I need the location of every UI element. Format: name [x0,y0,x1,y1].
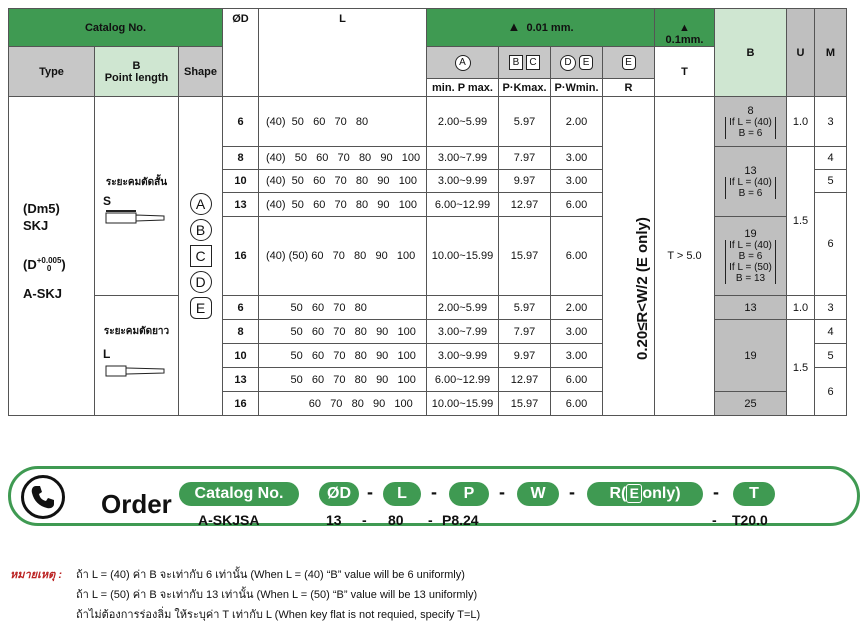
m-cell: 6 [815,193,847,296]
pk-cell: 7.97 [499,320,551,344]
p-cell: 3.00~9.99 [427,344,499,368]
od-cell: 10 [223,344,259,368]
pk-cell: 9.97 [499,344,551,368]
shape-a: A [190,193,212,215]
catalog-no-header: Catalog No. [9,9,223,47]
pk-cell: 5.97 [499,296,551,320]
p-cell: 3.00~7.99 [427,147,499,170]
order-title: Order [101,489,172,519]
order-value-l: 80 [388,512,404,528]
b-cell: 13 If L = (40) B = 6 [715,147,787,217]
b-cell: 19 [715,320,787,392]
l-cell: 50 60 70 80 90 100 [259,344,427,368]
dash: - [367,482,373,502]
p-cell: 10.00~15.99 [427,217,499,296]
u-cell: 1.5 [787,320,815,416]
shape-c: C [190,245,212,267]
p-cell: 3.00~7.99 [427,320,499,344]
l-cell: (40) (50) 60 70 80 90 100 [259,217,427,296]
p-cell: 10.00~15.99 [427,392,499,416]
sub-de: D E [551,47,603,79]
dash: - [499,482,505,502]
m-header: M [815,9,847,97]
order-value-t: T20.0 [732,512,768,528]
dash: - [428,512,433,528]
long-tool-icon [102,360,172,382]
u-cell: 1.0 [787,296,815,320]
t-header: T [655,47,715,97]
arrow-up-icon: ▲ [507,19,521,34]
t-cell: T > 5.0 [655,97,715,416]
arrow-up-icon: ▲ [679,22,690,34]
pw-cell: 3.00 [551,344,603,368]
tolerance-p-header: ▲ 0.01 mm. [427,9,655,47]
l-cell: (40) 50 60 70 80 90 100 [259,170,427,193]
od-cell: 8 [223,320,259,344]
l-cell: (40) 50 60 70 80 90 100 [259,193,427,217]
point-length-header: B Point length [95,47,179,97]
order-value-catalog: A-SKJSA [198,512,260,528]
u-cell: 1.5 [787,147,815,296]
pill-t: T [733,482,775,506]
dash: - [362,512,367,528]
pk-cell: 5.97 [499,97,551,147]
od-cell: 10 [223,170,259,193]
notes-label: หมายเหตุ : [10,569,62,581]
min-p-header: min. P max. [427,79,499,97]
l-cell: (40) 50 60 70 80 90 100 [259,147,427,170]
u-cell: 1.0 [787,97,815,147]
od-cell: 16 [223,392,259,416]
l-header: L [259,9,427,97]
pw-header: P·Wmin. [551,79,603,97]
b-cell: 25 [715,392,787,416]
note-line: ถ้าไม่ต้องการร่องลิ่ม ให้ระบุค่า T เท่ากับ L (When key flat is not requied, specify T=L) [76,609,481,621]
od-cell: 6 [223,296,259,320]
pk-cell: 9.97 [499,170,551,193]
pk-cell: 15.97 [499,217,551,296]
pk-header: P·Kmax. [499,79,551,97]
e-box-icon: E [626,484,642,503]
pw-cell: 3.00 [551,170,603,193]
note-line: ถ้า L = (40) ค่า B จะเท่ากับ 6 เท่านั้น (When L = (40) “B” value will be 6 uniformly) [76,569,465,581]
pw-cell: 3.00 [551,147,603,170]
m-cell: 3 [815,296,847,320]
pk-cell: 7.97 [499,147,551,170]
od-cell: 13 [223,368,259,392]
pill-w: W [517,482,559,506]
l-cell: 50 60 70 80 90 100 [259,368,427,392]
pw-cell: 6.00 [551,217,603,296]
spec-table [8,8,847,416]
pw-cell: 2.00 [551,97,603,147]
type-header: Type [9,47,95,97]
sub-bc: B C [499,47,551,79]
l-cell: 50 60 70 80 [259,296,427,320]
b-cell: 19 If L = (40) B = 6 If L = (50) B = 13 [715,217,787,296]
r-range-label: 0.20≤R<W/2 (E only) [634,217,651,360]
phone-icon [21,475,65,519]
b-cell: 13 [715,296,787,320]
pill-p: P [449,482,489,506]
pill-r-e-only: R( E only) [587,482,703,506]
l-cell: 60 70 80 90 100 [259,392,427,416]
order-value-p: P8.24 [442,512,479,528]
dash: - [569,482,575,502]
pill-l: L [383,482,421,506]
pk-cell: 12.97 [499,193,551,217]
m-cell: 3 [815,97,847,147]
dash: - [713,482,719,502]
shape-d: D [190,271,212,293]
l-cell: (40) 50 60 70 80 [259,97,427,147]
m-cell: 4 [815,147,847,170]
shape-b: B [190,219,212,241]
note-line: ถ้า L = (50) ค่า B จะเท่ากับ 13 เท่านั้น (When L = (50) “B” value will be 13 uniformly) [76,589,478,601]
dash: - [431,482,437,502]
m-cell: 6 [815,368,847,416]
m-cell: 5 [815,344,847,368]
b-header: B [715,9,787,97]
m-cell: 5 [815,170,847,193]
l-cell: 50 60 70 80 90 100 [259,320,427,344]
dash: - [712,512,717,528]
point-long-cell: ระยะคมตัดยาว L [95,296,179,416]
od-cell: 6 [223,97,259,147]
type-cell: (Dm5) SKJ (D+0.005 0 ) A-SKJ [9,97,95,416]
pk-cell: 12.97 [499,368,551,392]
tolerance-t-header: ▲ 0.1mm. [655,9,715,47]
pill-od: ØD [319,482,359,506]
pw-cell: 2.00 [551,296,603,320]
od-cell: 16 [223,217,259,296]
p-cell: 2.00~5.99 [427,296,499,320]
od-cell: 8 [223,147,259,170]
pw-cell: 3.00 [551,320,603,344]
pw-cell: 6.00 [551,193,603,217]
m-cell: 4 [815,320,847,344]
order-value-od: 13 [326,512,342,528]
p-cell: 2.00~5.99 [427,97,499,147]
pw-cell: 6.00 [551,392,603,416]
p-cell: 3.00~9.99 [427,170,499,193]
od-cell: 13 [223,193,259,217]
pk-cell: 15.97 [499,392,551,416]
p-cell: 6.00~12.99 [427,193,499,217]
u-header: U [787,9,815,97]
point-short-cell: ระยะคมตัดสั้น S [95,97,179,296]
shape-e: E [190,297,212,319]
sub-a: A [427,47,499,79]
sub-e: E [603,47,655,79]
shape-header: Shape [179,47,223,97]
shape-cell [179,97,223,416]
p-cell: 6.00~12.99 [427,368,499,392]
b-cell: 8 If L = (40) B = 6 [715,97,787,147]
od-header: ØD [223,9,259,97]
pw-cell: 6.00 [551,368,603,392]
r-header: R [603,79,655,97]
short-tool-icon [102,207,172,229]
pill-catalog-no: Catalog No. [179,482,299,506]
